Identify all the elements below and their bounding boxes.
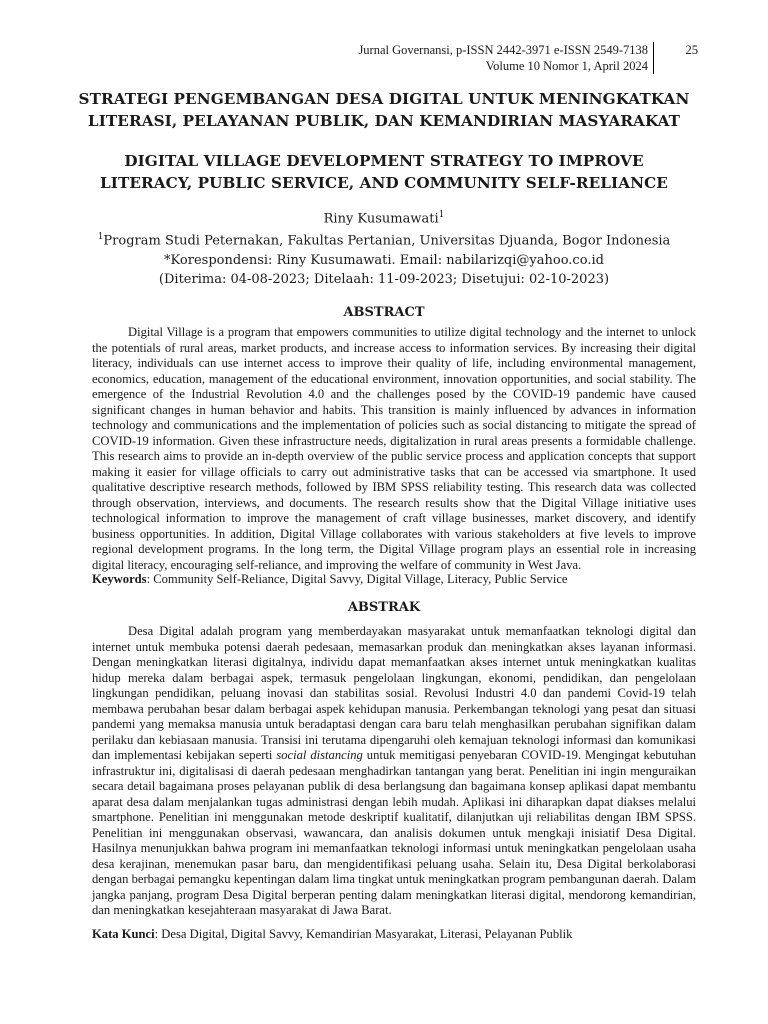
abstract-text: Digital Village is a program that empowers communities to utilize digital technology and the internet to unlock the potentials of rural areas, market products, and increase access to information services. By increasing their digital literacy, individuals can use internet access to improve their quality of life, including environmental management, economics, education, management of the educational environment, innovation opportunities, and social stability. The emergence of the Industrial Revolution 4.0 and the challenges posed by the COVID-19 pandemic have caused significant changes in human behavior and habits. This transition is mainly influenced by advances in information technology and communications and the implementation of policies such as social distancing to mitigate the spread of COVID-19 information. Given these infrastructure needs, digitalization in rural areas presents a formidable challenge. This research aims to provide an in-depth overview of the public service process and application concepts that support making it easier for village officials to carry out administrative tasks that can be accessed via smartphone. It used qualitative descriptive research methods, followed by IBM SPSS reliability testing. This research data was collected through observation, interviews, and documents. The research results show that the Digital Village initiative uses technological information to improve the management of craft village businesses, market discovery, and identify business opportunities. In addition, Digital Village collaborates with various stakeholders at five levels to improve regional development programs. In the long term, the Digital Village program plays an essential role in increasing digital literacy, encouraging self-reliance, and improving the welfare of community in West Java. xyxy=(92,325,696,572)
keywords-list: : Community Self-Reliance, Digital Savvy, Digital Village, Literacy, Public Service xyxy=(146,572,568,586)
author-line xyxy=(76,206,692,228)
keywords-label: Keywords xyxy=(92,572,147,586)
title-indonesian: STRATEGI PENGEMBANGAN DESA DIGITAL UNTUK MENINGKATKAN LITERASI, PELAYANAN PUBLIK, DAN KEMANDIRIAN MASYARAKAT xyxy=(78,90,690,130)
journal-volume-line: Volume 10 Nomor 1, April 2024 xyxy=(485,59,648,73)
abstrak-heading: ABSTRAK xyxy=(347,600,421,615)
abstrak-text-part2: untuk memitigasi penyebaran COVID-19. Mengingat kebutuhan infrastruktur ini, digitalisasi di daerah pedesaan menghadirkan tantangan yang berat. Penelitian ini ingin menguraikan secara detail bagaimana proses pelayanan publik di desa berlangsung dan bagaimana konsep aplikasi dapat membantu aparat desa dalam menjalankan tugas administrasi dengan lebih mudah. Aplikasi ini diharapkan dapat diakses melalui smartphone. Penelitian ini menggunakan metode deskriptif kualitatif, dilanjutkan uji reliabilitas dengan IBM SPSS. Penelitian ini menggunakan observasi, wawancara, dan analisis dokumen untuk mengkaji inisiatif Desa Digital. Hasilnya menunjukkan bahwa program ini memanfaatkan teknologi informasi untuk meningkatkan pengelolaan usaha desa kerajinan, menemukan pasar baru, dan mengidentifikasi peluang usaha. Selain itu, Desa Digital berkolaborasi dengan berbagai pemangku kepentingan dalam lima tingkat untuk meningkatkan program pembangunan daerah. Dalam jangka panjang, program Desa Digital berperan penting dalam meningkatkan literasi digital, mendorong kemandirian, dan meningkatkan kesejahteraan masyarakat di Jawa Barat. xyxy=(92,748,696,917)
running-header xyxy=(300,42,698,76)
abstract-keywords xyxy=(92,572,696,588)
header-divider xyxy=(653,42,654,74)
title-english: DIGITAL VILLAGE DEVELOPMENT STRATEGY TO IMPROVE LITERACY, PUBLIC SERVICE, AND COMMUNITY SELF-RELIANCE xyxy=(100,152,668,192)
abstrak-text-italic: social distancing xyxy=(276,748,363,762)
author-name: Riny Kusumawati xyxy=(323,211,439,227)
kata-kunci-list: : Desa Digital, Digital Savvy, Kemandirian Masyarakat, Literasi, Pelayanan Publik xyxy=(154,927,573,941)
author-superscript: 1 xyxy=(438,210,445,220)
affiliation-superscript: 1 xyxy=(97,232,104,242)
abstrak-text xyxy=(92,624,696,919)
journal-issn-line: Jurnal Governansi, p-ISSN 2442-3971 e-ISSN 2549-7138 xyxy=(358,43,648,57)
review-dates: (Diterima: 04-08-2023; Ditelaah: 11-09-2023; Disetujui: 02-10-2023) xyxy=(158,272,610,287)
affiliation-text: Program Studi Peternakan, Fakultas Pertanian, Universitas Djuanda, Bogor Indonesia xyxy=(103,233,671,249)
kata-kunci-label: Kata Kunci xyxy=(92,927,155,941)
abstrak-keywords xyxy=(92,927,696,943)
abstrak-text-part1: Desa Digital adalah program yang memberdayakan masyarakat untuk memanfaatkan teknologi digital dan internet untuk membuka potensi daerah pedesaan, memasarkan produk dan meningkatkan akses layanan informasi. Dengan meningkatkan literasi digitalnya, individu dapat memanfaatkan akses internet untuk meningkatkan kualitas hidup mereka dalam berbagai aspek, termasuk pengelolaan lingkungan, ekonomi, pendidikan, dan pengelolaan lingkungan pendidikan, peluang inovasi dan stabilitas sosial. Revolusi Industri 4.0 dan pandemi Covid-19 telah membawa perubahan besar dalam berbagai aspek kehidupan manusia. Perkembangan teknologi yang pesat dan situasi pandemi yang memaksa manusia untuk beradaptasi dengan cara baru telah menghasilkan perubahan signifikan dalam perilaku dan kebiasaan manusia. Transisi ini terutama dipengaruhi oleh kemajuan teknologi informasi dan komunikasi dan implementasi kebijakan seperti xyxy=(92,624,696,762)
abstract-heading: ABSTRACT xyxy=(343,305,425,320)
page-number: 25 xyxy=(685,43,698,57)
journal-info xyxy=(358,42,648,74)
correspondence-line: *Korespondensi: Riny Kusumawati. Email: nabilarizqi@yahoo.co.id xyxy=(164,253,604,268)
affiliation-line xyxy=(76,228,692,250)
